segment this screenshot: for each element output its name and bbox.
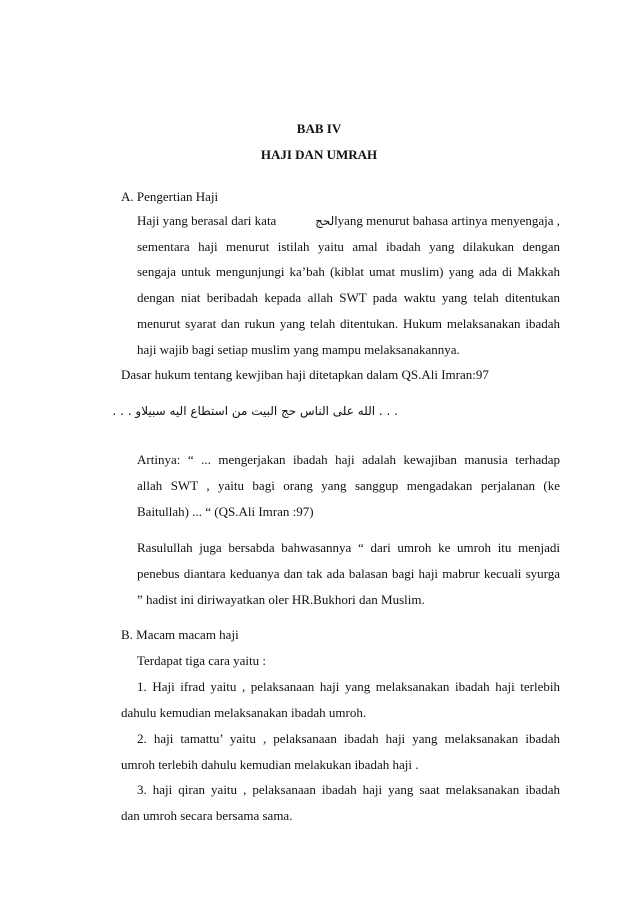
list-item: 3. haji qiran yaitu , pelaksanaan ibadah haji yang saat melaksanakan ibadah (137, 782, 560, 797)
paragraph-line: dengan niat beribadah kepada allah SWT pada waktu yang telah ditentukan (137, 290, 560, 305)
translation-line: allah SWT , yaitu bagi orang yang sanggup mengadakan perjalanan (ke (137, 478, 560, 493)
paragraph-line: sementara haji menurut istilah yaitu amal ibadah yang dilakukan dengan (137, 239, 560, 254)
list-item-cont: umroh terlebih dahulu kemudian melakukan ibadah haji . (121, 757, 419, 772)
paragraph-line: Dasar hukum tentang kewjiban haji ditetapkan dalam QS.Ali Imran:97 (121, 367, 489, 382)
chapter-title: BAB IV (296, 121, 342, 136)
paragraph-line: haji wajib bagi setiap muslim yang mampu melaksanakannya. (137, 342, 460, 357)
quran-verse-arabic: . . . الله على الناس حج البيت من استطاع اليه سبيلاو . . . (112, 404, 398, 418)
chapter-subtitle: HAJI DAN UMRAH (260, 147, 378, 162)
paragraph-text (315, 213, 560, 229)
paragraph-text-cont: yang menurut bahasa artinya menyengaja , (337, 213, 560, 228)
list-item-cont: dan umroh secara bersama sama. (121, 808, 293, 823)
paragraph-line (137, 213, 560, 229)
hadith-line: Rasulullah juga bersabda bahwasannya “ dari umroh ke umroh itu menjadi (137, 540, 560, 555)
hadith-line: ” hadist ini diriwayatkan oler HR.Bukhori dan Muslim. (137, 592, 425, 607)
list-item-cont: dahulu kemudian melaksanakan ibadah umroh. (121, 705, 367, 720)
translation-line: Baitullah) ... “ (QS.Ali Imran :97) (137, 504, 314, 519)
section-a-heading: A. Pengertian Haji (121, 189, 219, 204)
paragraph-text: Haji yang berasal dari kata (137, 213, 277, 228)
section-b-heading: B. Macam macam haji (121, 627, 239, 642)
arabic-word: الحج (315, 214, 338, 228)
hadith-line: penebus diantara keduanya dan tak ada balasan bagi haji mabrur kecuali syurga (137, 566, 560, 581)
paragraph-line: sengaja untuk mengunjungi ka’bah (kiblat umat muslim) yang ada di Makkah (137, 264, 560, 279)
paragraph-line: menurut syarat dan rukun yang telah ditentukan. Hukum melaksanakan ibadah (137, 316, 560, 331)
list-item: 2. haji tamattu’ yaitu , pelaksanaan ibadah haji yang melaksanakan ibadah (137, 731, 560, 746)
translation-line: Artinya: “ ... mengerjakan ibadah haji adalah kewajiban manusia terhadap (137, 452, 560, 467)
list-item: 1. Haji ifrad yaitu , pelaksanaan haji yang melaksanakan ibadah haji terlebih (137, 679, 560, 694)
section-b-intro: Terdapat tiga cara yaitu : (137, 653, 267, 668)
